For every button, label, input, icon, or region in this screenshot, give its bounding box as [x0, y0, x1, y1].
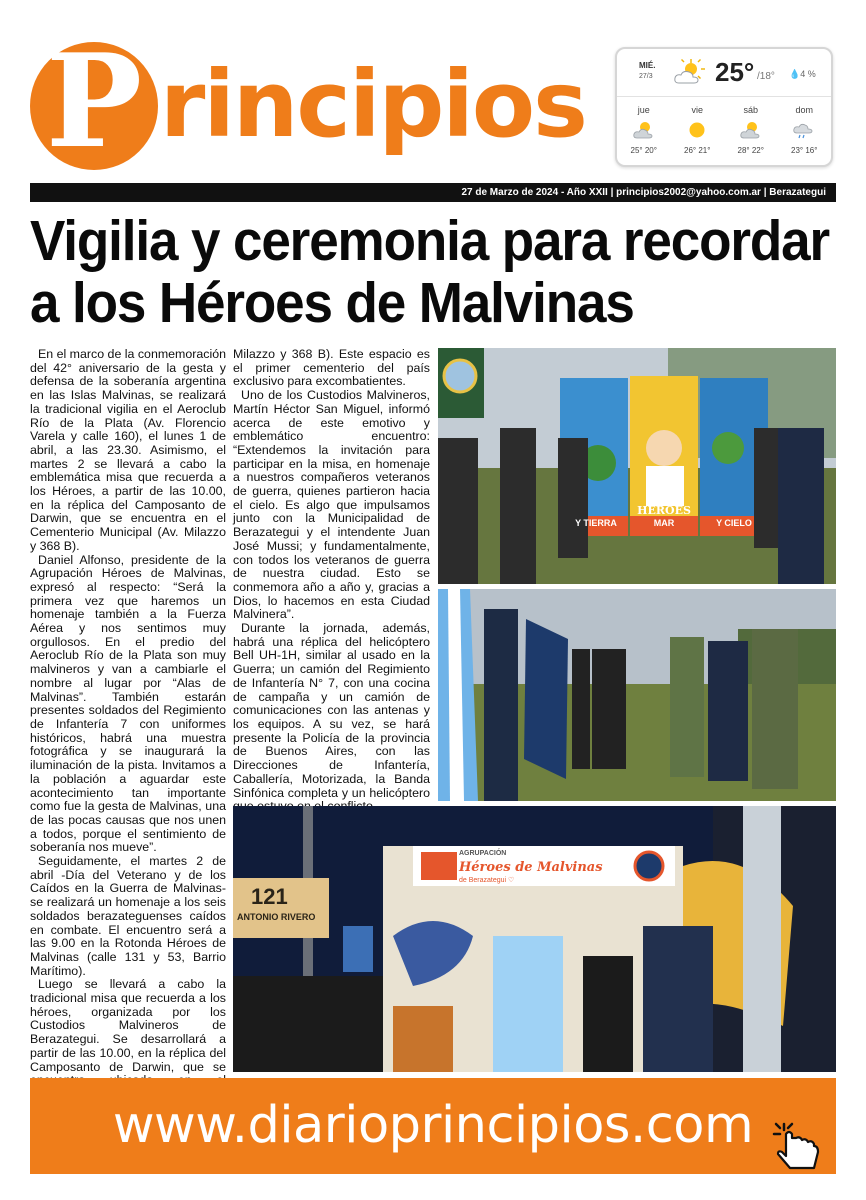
article-paragraph: Durante la jornada, además, habrá una réplica del helicóptero Bell UH-1H, similar al usado en la Guerra; un camión del Regimiento de Infantería N° 7, con una cocina de campaña y un camión de comunicaciones con las antenas y los equipos. A su vez, se hará presente la Policía de la provincia de Buenos Aires, con las Direcciones de Infantería, Caballería, Motorizada, la Banda Sinfónica completa y un helicóptero: [233, 621, 430, 800]
street-sign-number: 121: [251, 884, 288, 909]
forecast-day: [724, 101, 778, 165]
article-column-2: [233, 348, 430, 804]
facade-sign-sub: de Berazategui ♡: [459, 877, 515, 884]
weather-today-temp: 25°: [715, 57, 755, 87]
forecast-day-name: vie: [691, 105, 703, 115]
mural-panel-label-left: Y TIERRA: [575, 518, 617, 528]
forecast-range: 23° 16°: [791, 146, 818, 155]
article-paragraph: En el marco de la conmemoración del 42° aniversario de la gesta y defensa de la soberanía argentina en las Islas Malvinas, se realizará la tradicional vigilia en el Aeroclub Río de la Plata (Av. Florencio Varela y calle 160), el lunes 1 de abril, a las 23.30. Asimismo, el martes 2 se llevará a cabo la emblemática misa que recuerda a los Héroes, a partir de las 10.00, en la réplica del Camposanto de Darwin, que se encuentra en el Cementerio Municipal (Av. Milazzo y 368 B).: [30, 347, 227, 553]
weather-today: [617, 49, 831, 97]
article-paragraph: Uno de los Custodios Malvineros, Martín Héctor San Miguel, informó acerca de este emotivo y emblemático encuentro: “Extendemos la invitación para participar en la misa, en homenaje a nuestros compañeros veteranos de guerra, quienes partieron hacia el cielo. Es algo que impulsamos junto con la Municipalidad de Berazategui y el intendente Juan José Mussi; y fundamentalmente, con todos los veteranos de guerra de nuestra ciudad. Esto se conmemora año a año y, gracias a Dios, lo hacemos en esta Ciudad Malvinera”.: [233, 388, 430, 622]
logo-letter: P: [45, 27, 143, 177]
mural-panel-label-mid: HÉROES: [637, 504, 691, 517]
forecast-day-name: dom: [795, 105, 813, 115]
weather-rain-value: 4 %: [800, 69, 816, 79]
weather-today-min: /18°: [757, 71, 775, 82]
weather-widget: [615, 47, 833, 167]
mural-panel-label-right: Y CIELO: [716, 518, 752, 528]
photo-flag-bearers: [438, 589, 836, 801]
headline-line-2: a los Héroes de Malvinas: [30, 271, 634, 335]
forecast-day-name: sáb: [743, 105, 758, 115]
rain-icon: [792, 119, 816, 141]
partly-sunny-icon: [673, 57, 707, 87]
facade-sign-small: AGRUPACIÓN: [459, 850, 507, 857]
click-hand-icon: [770, 1118, 830, 1170]
forecast-range: 26° 21°: [684, 146, 711, 155]
logo-mark: [30, 27, 158, 177]
partly-sunny-icon: [632, 119, 656, 141]
headline-line-1: Vigilia y ceremonia para recordar: [30, 209, 829, 273]
partly-sunny-icon: [739, 119, 763, 141]
facade-sign-main: Héroes de Malvinas: [459, 860, 603, 875]
forecast-day: [617, 101, 671, 165]
mural-panel-label-mid-2: MAR: [653, 518, 675, 528]
forecast-day: [671, 101, 725, 165]
article-paragraph: Seguidamente, el martes 2 de abril -Día del Veterano y de los Caídos en la Guerra de Malvinas- se realizará un homenaje a los seis soldados berazateguenses caídos en combate. El encuentro será a las 9.00 en la Rotonda Héroes de Malvinas (calle 131 y 53, Barrio Marítimo).: [30, 854, 226, 978]
article-paragraph: Milazzo y 368 B). Este espacio es el primer cementerio del país exclusivo para excombatientes.: [233, 347, 430, 389]
article-column-1: [30, 348, 226, 1074]
weather-forecast: [617, 101, 831, 165]
footer-banner[interactable]: [30, 1078, 836, 1174]
sunny-icon: [685, 119, 709, 141]
website-url[interactable]: www.diarioprincipios.com: [112, 1096, 754, 1155]
forecast-range: 25° 20°: [630, 146, 657, 155]
street-sign-name: ANTONIO RIVERO: [237, 912, 316, 922]
article-paragraph: Daniel Alfonso, presidente de la Agrupación Héroes de Malvinas, expresó al respecto: “Será la primera vez que haremos un homenaje también a la Fuerza Aérea y nos sentimos muy orgullosos. En el predio del Aeroclub Río de la Plata son muy malvineros y van a cambiarle el nombre al lugar por “Alas de Malvinas”. También estarán presentes soldados del Regimiento de Infantería 7 con uniformes históricos, habrá una muestra fotográfica y se inaugurará la iluminación de la pista. Invitamos a la población a aguardar este acontecimiento tan importante como fue la gesta de Malvinas, una de las pocas causas que nos unen a todos, porque el sentimiento de soberanía nos mueve”.: [30, 552, 226, 855]
forecast-range: 28° 22°: [737, 146, 764, 155]
photo-flags-illustration: [438, 589, 836, 801]
weather-today-date: 27/3: [639, 73, 653, 80]
forecast-day: [778, 101, 832, 165]
weather-today-rain: 💧4 %: [789, 69, 816, 79]
photo-facade-illustration: [233, 806, 836, 1072]
masthead: [30, 27, 586, 180]
photo-mural-illustration: [438, 348, 836, 584]
forecast-day-name: jue: [637, 105, 650, 115]
logo-wordmark: rincipios: [160, 51, 586, 158]
photo-mural-ceremony: [438, 348, 836, 584]
photo-agrupacion-facade: [233, 806, 836, 1072]
weather-today-day: MIÉ.: [639, 61, 656, 70]
headline: [30, 209, 829, 335]
date-strip: 27 de Marzo de 2024 - Año XXII | principios2002@yahoo.com.ar | Berazategui: [30, 183, 836, 202]
article-paragraph: Luego se llevará a cabo la tradicional misa que recuerda a los héroes, organizada por los Custodios Malvineros de Berazategui. Se desarrollará a partir de las 10.00, en la réplica del Camposanto de Darwin, que se: [30, 977, 226, 1074]
